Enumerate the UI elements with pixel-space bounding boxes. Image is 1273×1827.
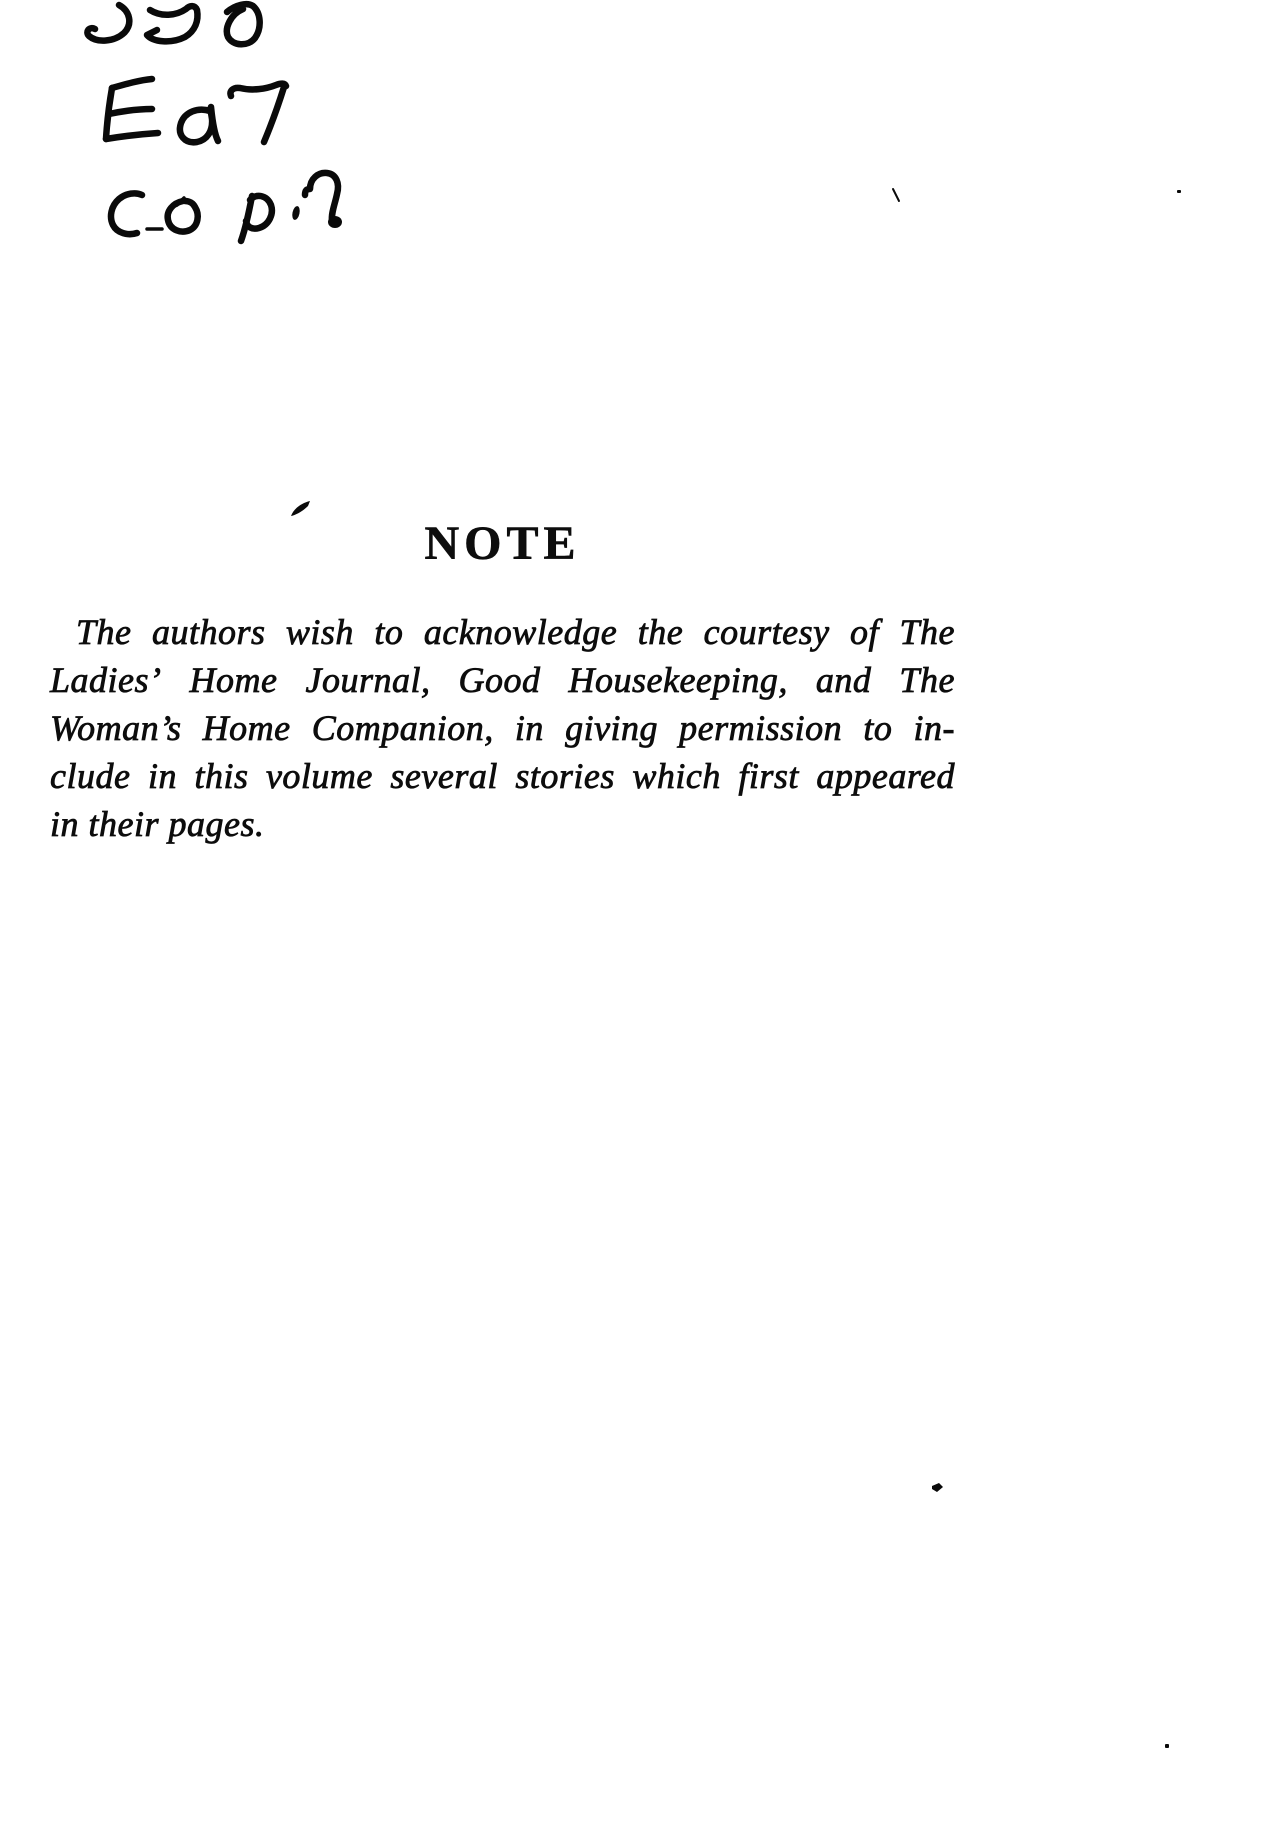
handwriting-copy-mark <box>111 173 342 241</box>
paragraph-line: clude in this volume several stories which first appeared <box>50 756 955 796</box>
ink-speck <box>1165 1744 1169 1748</box>
ink-speck <box>1177 190 1181 193</box>
paragraph-line: in their pages. <box>50 804 265 844</box>
pen-flick-mark <box>291 501 310 516</box>
handwriting-call-number <box>87 4 259 44</box>
paragraph-line: Woman’s Home Companion, in giving permission to in- <box>50 708 955 748</box>
paragraph-line: The authors wish to acknowledge the courtesy of The <box>76 612 955 652</box>
acknowledgement-paragraph <box>50 608 955 848</box>
page-title: NOTE <box>424 517 581 570</box>
paragraph-line: Ladies’ Home Journal, Good Housekeeping, and The <box>50 660 955 700</box>
scan-artifacts <box>291 189 1181 1748</box>
ink-speck <box>932 1483 943 1492</box>
tick-mark <box>893 189 899 201</box>
handwriting-author-code <box>106 79 286 142</box>
